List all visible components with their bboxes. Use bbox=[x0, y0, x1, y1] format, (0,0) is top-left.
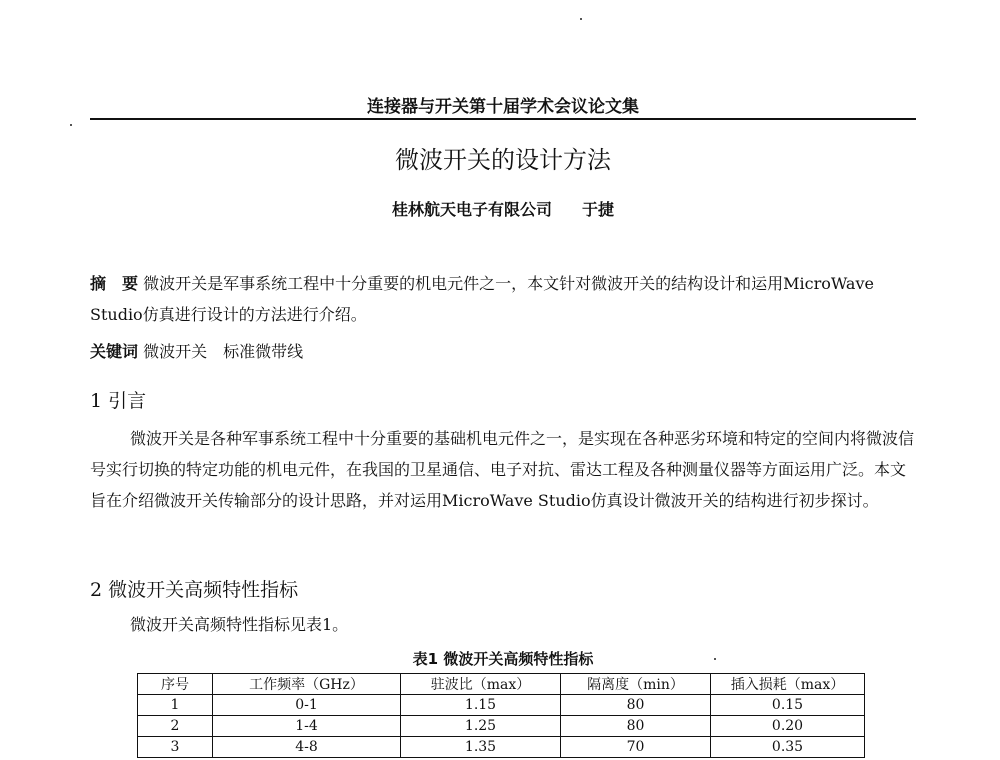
table-cell: 1.25 bbox=[401, 716, 561, 737]
abstract-text: 微波开关是军事系统工程中十分重要的机电元件之一，本文针对微波开关的结构设计和运用MicroWave Studio仿真进行设计的方法进行介绍。 bbox=[90, 274, 874, 324]
table-cell: 80 bbox=[561, 695, 711, 716]
section-heading-introduction: 1 引言 bbox=[90, 390, 147, 412]
table-row bbox=[138, 695, 865, 716]
scan-speck bbox=[70, 124, 72, 126]
abstract bbox=[90, 268, 916, 330]
table-cell: 70 bbox=[561, 737, 711, 758]
table-cell: 1-4 bbox=[213, 716, 401, 737]
table-cell: 1 bbox=[138, 695, 213, 716]
section-body-introduction: 微波开关是各种军事系统工程中十分重要的基础机电元件之一，是实现在各种恶劣环境和特定的空间内将微波信号实行切换的特定功能的机电元件，在我国的卫星通信、电子对抗、雷达工程及各种测量仪器等方面运用广泛。本文旨在介绍微波开关传输部分的设计思路，并对运用MicroWave Studio仿真设计微波开关的结构进行初步探讨。 bbox=[90, 429, 915, 510]
author: 于捷 bbox=[582, 200, 615, 219]
byline bbox=[90, 197, 916, 220]
scan-speck bbox=[580, 18, 582, 20]
col-header: 工作频率（GHz） bbox=[213, 674, 401, 695]
table-header-row bbox=[138, 674, 865, 695]
table-cell: 0.35 bbox=[711, 737, 865, 758]
table-cell: 4-8 bbox=[213, 737, 401, 758]
spec-table bbox=[137, 673, 865, 758]
table-cell: 80 bbox=[561, 716, 711, 737]
abstract-label: 摘 要 bbox=[90, 274, 139, 293]
table-row bbox=[138, 716, 865, 737]
col-header: 隔离度（min） bbox=[561, 674, 711, 695]
table-cell: 2 bbox=[138, 716, 213, 737]
running-header: 连接器与开关第十届学术会议论文集 bbox=[90, 92, 916, 120]
keywords bbox=[90, 336, 916, 367]
table-row bbox=[138, 737, 865, 758]
scan-speck bbox=[714, 658, 716, 660]
table-cell: 0.15 bbox=[711, 695, 865, 716]
affiliation: 桂林航天电子有限公司 bbox=[391, 200, 552, 219]
col-header: 序号 bbox=[138, 674, 213, 695]
col-header: 驻波比（max） bbox=[401, 674, 561, 695]
col-header: 插入损耗（max） bbox=[711, 674, 865, 695]
table-cell: 0-1 bbox=[213, 695, 401, 716]
table-cell: 1.35 bbox=[401, 737, 561, 758]
table-cell: 1.15 bbox=[401, 695, 561, 716]
keywords-text: 微波开关 标准微带线 bbox=[143, 342, 304, 361]
table-cell: 0.20 bbox=[711, 716, 865, 737]
table-caption: 表1 微波开关高频特性指标 bbox=[412, 650, 594, 668]
keywords-label: 关键词 bbox=[90, 342, 139, 361]
section-body-specs: 微波开关高频特性指标见表1。 bbox=[130, 615, 349, 634]
section-heading-specs: 2 微波开关高频特性指标 bbox=[90, 579, 299, 601]
table-cell: 3 bbox=[138, 737, 213, 758]
paper-title: 微波开关的设计方法 bbox=[395, 146, 611, 174]
